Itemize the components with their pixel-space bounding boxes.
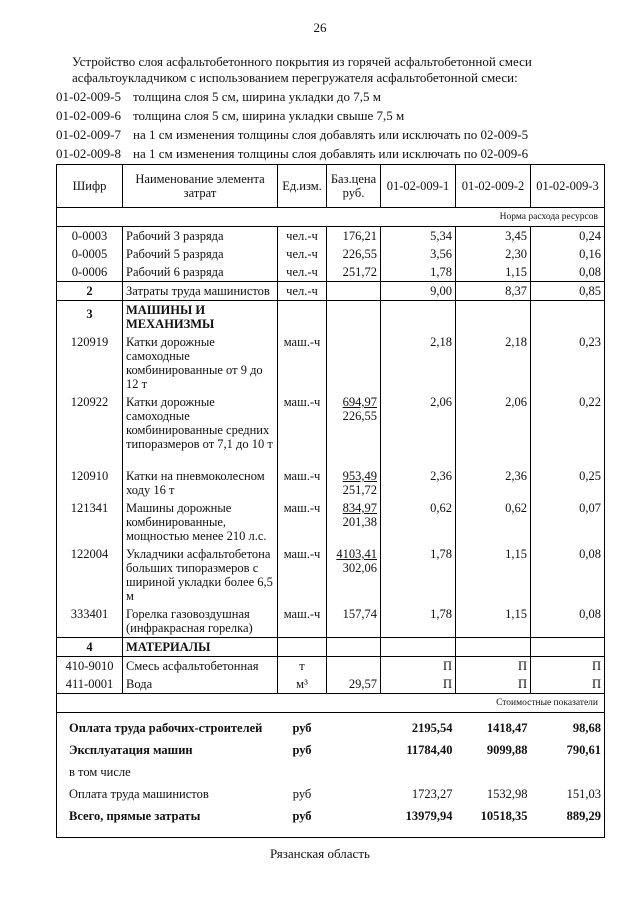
cell-v2: 2,36 bbox=[456, 467, 531, 499]
table-row bbox=[57, 545, 605, 605]
cell-price bbox=[327, 282, 381, 301]
cell-v1: 1,78 bbox=[381, 263, 456, 282]
cell-v3: 0,08 bbox=[531, 605, 605, 638]
cell-code: 120919 bbox=[57, 333, 123, 393]
cell-price bbox=[327, 467, 381, 499]
summary-unit: руб bbox=[292, 743, 312, 757]
cell-code: 0-0005 bbox=[57, 245, 123, 263]
variant-item bbox=[56, 144, 616, 163]
summary-v1 bbox=[381, 759, 456, 781]
table-row bbox=[57, 605, 605, 638]
cell-v3: П bbox=[531, 675, 605, 694]
table-header-row bbox=[57, 165, 605, 208]
cell-v1: 2,18 bbox=[381, 333, 456, 393]
cell-unit: т bbox=[278, 657, 327, 676]
cell-name: МАШИНЫ И МЕХАНИЗМЫ bbox=[123, 301, 278, 334]
cell-v2: 1,15 bbox=[456, 545, 531, 605]
cell-empty bbox=[327, 638, 381, 657]
cell-price bbox=[327, 333, 381, 393]
cell-empty bbox=[327, 803, 381, 838]
cell-v2: 2,06 bbox=[456, 393, 531, 467]
cell-v3: 0,22 bbox=[531, 393, 605, 467]
cell-unit: маш.-ч bbox=[278, 393, 327, 467]
cell-code: 0-0003 bbox=[57, 227, 123, 246]
summary-label: Оплата труда рабочих-строителей bbox=[57, 713, 278, 738]
summary-label: Всего, прямые затраты bbox=[57, 803, 278, 838]
summary-unit: руб bbox=[278, 803, 327, 838]
cell-v3: 0,08 bbox=[531, 545, 605, 605]
heading-line-1: Устройство слоя асфальтобетонного покрытия из горячей асфальтобетонной смеси bbox=[72, 54, 532, 69]
cell-code: 122004 bbox=[57, 545, 123, 605]
cell-empty bbox=[381, 301, 456, 334]
cell-code: 120922 bbox=[57, 393, 123, 467]
cell-name: Катки дорожные самоходные комбинированные от 9 до 12 т bbox=[123, 333, 278, 393]
price-top: 694,97 bbox=[342, 395, 377, 409]
cell-code: 4 bbox=[57, 638, 123, 657]
cell-name: МАТЕРИАЛЫ bbox=[123, 638, 278, 657]
cell-v1: 5,34 bbox=[381, 227, 456, 246]
section-heading bbox=[72, 54, 592, 86]
cell-price: 176,21 bbox=[327, 227, 381, 246]
cell-price: 251,72 bbox=[327, 263, 381, 282]
cell-empty bbox=[327, 713, 381, 738]
variant-list bbox=[56, 87, 616, 163]
table-row bbox=[57, 333, 605, 393]
summary-v3 bbox=[531, 759, 605, 781]
summary-v1: 2195,54 bbox=[411, 721, 453, 735]
cell-name: Катки на пневмоколесном ходу 16 т bbox=[123, 467, 278, 499]
summary-v1: 1723,27 bbox=[411, 787, 453, 801]
cell-empty bbox=[278, 301, 327, 334]
price-top: 4103,41 bbox=[336, 547, 377, 561]
variant-text: на 1 см изменения толщины слоя добавлять или исключать по 02-009-5 bbox=[133, 127, 529, 142]
cell-v3: П bbox=[531, 657, 605, 676]
header-code: Шифр bbox=[57, 165, 123, 208]
cell-v1: 1,78 bbox=[381, 605, 456, 638]
header-unit: Ед.изм. bbox=[278, 165, 327, 208]
summary-label: в том числе bbox=[57, 759, 278, 781]
cell-price bbox=[327, 393, 381, 467]
table-row-section bbox=[57, 301, 605, 334]
cell-v2: 3,45 bbox=[456, 227, 531, 246]
cell-empty bbox=[327, 737, 381, 759]
summary-v3: 790,61 bbox=[531, 737, 605, 759]
price-bottom: 201,38 bbox=[342, 515, 377, 529]
cell-name: Машины дорожные комбинированные, мощностью менее 210 л.с. bbox=[123, 499, 278, 545]
cell-unit: маш.-ч bbox=[278, 467, 327, 499]
price-top: 953,49 bbox=[342, 469, 377, 483]
cell-unit: чел.-ч bbox=[278, 227, 327, 246]
cost-label: Стоимостные показатели bbox=[57, 694, 605, 713]
cell-v2: 2,30 bbox=[456, 245, 531, 263]
summary-v1: 11784,40 bbox=[406, 743, 453, 757]
cell-v3: 0,07 bbox=[531, 499, 605, 545]
cell-v3: 0,23 bbox=[531, 333, 605, 393]
summary-v2: 9099,88 bbox=[486, 743, 528, 757]
variant-code: 01-02-009-6 bbox=[56, 108, 121, 123]
cell-name: Горелка газовоздушная (инфракрасная горелка) bbox=[123, 605, 278, 638]
table-row bbox=[57, 657, 605, 676]
cell-unit: м³ bbox=[278, 675, 327, 694]
cell-v3: 0,24 bbox=[531, 227, 605, 246]
cell-unit: маш.-ч bbox=[278, 333, 327, 393]
cell-price: 157,74 bbox=[327, 605, 381, 638]
variant-code: 01-02-009-7 bbox=[56, 127, 121, 142]
table-row bbox=[57, 245, 605, 263]
cell-empty bbox=[327, 301, 381, 334]
cell-v1: 1,78 bbox=[381, 545, 456, 605]
cell-name: Смесь асфальтобетонная bbox=[123, 657, 278, 676]
summary-row bbox=[57, 803, 605, 838]
cell-empty bbox=[456, 638, 531, 657]
cell-v2: 1,15 bbox=[456, 605, 531, 638]
summary-v1: 13979,94 bbox=[381, 803, 456, 838]
cell-v2: П bbox=[456, 657, 531, 676]
table-row bbox=[57, 393, 605, 467]
cell-v1: П bbox=[381, 657, 456, 676]
cell-price bbox=[327, 499, 381, 545]
summary-row bbox=[57, 737, 605, 759]
variant-item bbox=[56, 125, 616, 144]
cell-name: Вода bbox=[123, 675, 278, 694]
cell-name: Рабочий 5 разряда bbox=[123, 245, 278, 263]
table-row bbox=[57, 499, 605, 545]
cell-name: Рабочий 6 разряда bbox=[123, 263, 278, 282]
variant-text: на 1 см изменения толщины слоя добавлять или исключать по 02-009-6 bbox=[133, 146, 529, 161]
cell-price bbox=[327, 657, 381, 676]
table-row bbox=[57, 227, 605, 246]
cell-name: Укладчики асфальтобетона больших типоразмеров с шириной укладки более 6,5 м bbox=[123, 545, 278, 605]
cell-empty bbox=[327, 781, 381, 803]
cell-v1: 3,56 bbox=[381, 245, 456, 263]
summary-label: Оплата труда машинистов bbox=[57, 781, 278, 803]
cell-unit: маш.-ч bbox=[278, 545, 327, 605]
cell-empty bbox=[456, 301, 531, 334]
cell-unit: чел.-ч bbox=[278, 282, 327, 301]
cell-v3: 0,08 bbox=[531, 263, 605, 282]
cost-label-row bbox=[57, 694, 605, 713]
cell-unit: чел.-ч bbox=[278, 245, 327, 263]
variant-text: толщина слоя 5 см, ширина укладки до 7,5 м bbox=[133, 89, 381, 104]
cell-code: 411-0001 bbox=[57, 675, 123, 694]
cell-v1: 2,36 bbox=[381, 467, 456, 499]
cell-v2: 0,62 bbox=[456, 499, 531, 545]
cell-empty bbox=[531, 638, 605, 657]
header-price: Баз.цена руб. bbox=[327, 165, 381, 208]
cell-code: 333401 bbox=[57, 605, 123, 638]
cell-code: 2 bbox=[57, 282, 123, 301]
header-col1: 01-02-009-1 bbox=[381, 165, 456, 208]
summary-v3: 151,03 bbox=[531, 781, 605, 803]
cell-empty bbox=[327, 759, 381, 781]
heading-line-2: асфальтоукладчиком с использованием перегружателя асфальтобетонной смеси: bbox=[72, 70, 518, 85]
table-row bbox=[57, 263, 605, 282]
header-col3: 01-02-009-3 bbox=[531, 165, 605, 208]
table-row bbox=[57, 467, 605, 499]
cell-price: 29,57 bbox=[327, 675, 381, 694]
summary-unit: руб bbox=[292, 721, 312, 735]
summary-v2: 1418,47 bbox=[486, 721, 528, 735]
cell-v2: 2,18 bbox=[456, 333, 531, 393]
region-footer: Рязанская область bbox=[270, 846, 370, 861]
cell-v2: П bbox=[456, 675, 531, 694]
cell-v3: 0,25 bbox=[531, 467, 605, 499]
cell-code: 121341 bbox=[57, 499, 123, 545]
summary-row bbox=[57, 713, 605, 738]
cell-code: 410-9010 bbox=[57, 657, 123, 676]
summary-unit: руб bbox=[292, 787, 312, 801]
summary-v2: 1532,98 bbox=[486, 787, 528, 801]
summary-v2: 10518,35 bbox=[456, 803, 531, 838]
variant-item bbox=[56, 106, 616, 125]
page-number: 26 bbox=[313, 20, 327, 35]
summary-v3: 98,68 bbox=[531, 713, 605, 738]
cell-v2: 8,37 bbox=[456, 282, 531, 301]
table-row-section bbox=[57, 638, 605, 657]
cell-empty bbox=[381, 638, 456, 657]
variant-text: толщина слоя 5 см, ширина укладки свыше 7,5 м bbox=[133, 108, 405, 123]
cell-price bbox=[327, 545, 381, 605]
variant-code: 01-02-009-5 bbox=[56, 89, 121, 104]
summary-v3: 889,29 bbox=[531, 803, 605, 838]
cell-unit: маш.-ч bbox=[278, 499, 327, 545]
cell-unit: чел.-ч bbox=[278, 263, 327, 282]
variant-item bbox=[56, 87, 616, 106]
norm-label-row bbox=[57, 208, 605, 227]
table-row-operators bbox=[57, 282, 605, 301]
summary-unit bbox=[278, 759, 327, 781]
price-top: 834,97 bbox=[342, 501, 377, 515]
summary-v2 bbox=[456, 759, 531, 781]
header-col2: 01-02-009-2 bbox=[456, 165, 531, 208]
cell-v3: 0,85 bbox=[531, 282, 605, 301]
cell-empty bbox=[531, 301, 605, 334]
variant-code: 01-02-009-8 bbox=[56, 146, 121, 161]
cell-name: Затраты труда машинистов bbox=[123, 282, 278, 301]
header-name: Наименование элемента затрат bbox=[123, 165, 278, 208]
cell-code: 0-0006 bbox=[57, 263, 123, 282]
cell-name: Рабочий 3 разряда bbox=[123, 227, 278, 246]
cell-v1: 0,62 bbox=[381, 499, 456, 545]
price-bottom: 251,72 bbox=[342, 483, 377, 497]
summary-row bbox=[57, 759, 605, 781]
price-bottom: 302,06 bbox=[342, 561, 377, 575]
cell-v1: 9,00 bbox=[381, 282, 456, 301]
resource-table bbox=[56, 164, 605, 838]
cell-code: 3 bbox=[57, 301, 123, 334]
table-row bbox=[57, 675, 605, 694]
cell-unit: маш.-ч bbox=[278, 605, 327, 638]
cell-price: 226,55 bbox=[327, 245, 381, 263]
summary-row bbox=[57, 781, 605, 803]
cell-v1: П bbox=[381, 675, 456, 694]
summary-label: Эксплуатация машин bbox=[57, 737, 278, 759]
price-bottom: 226,55 bbox=[342, 409, 377, 423]
norm-label: Норма расхода ресурсов bbox=[57, 208, 605, 227]
cell-v1: 2,06 bbox=[381, 393, 456, 467]
cell-name: Катки дорожные самоходные комбинированные средних типоразмеров от 7,1 до 10 т bbox=[123, 393, 278, 467]
cell-v2: 1,15 bbox=[456, 263, 531, 282]
cell-empty bbox=[278, 638, 327, 657]
cell-v3: 0,16 bbox=[531, 245, 605, 263]
cell-code: 120910 bbox=[57, 467, 123, 499]
